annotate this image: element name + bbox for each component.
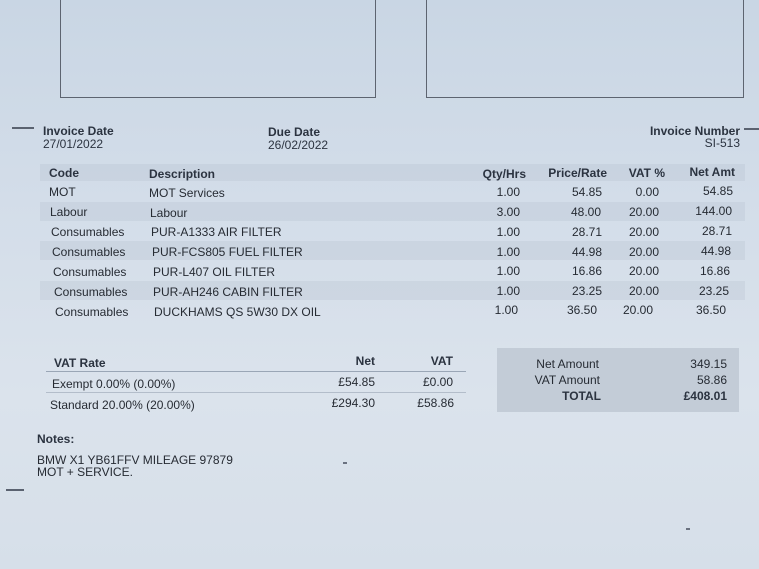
table-cell-price: 36.50 [566,303,597,317]
table-cell-price: 48.00 [570,205,601,219]
table-cell-price: 28.71 [571,225,602,239]
paper-speck [686,528,690,530]
notes-line: BMW X1 YB61FFV MILEAGE 97879 [37,453,233,467]
vat-row-net: £54.85 [338,375,375,389]
table-cell-qty: 1.00 [496,185,520,199]
notes-line: MOT + SERVICE. [37,465,133,479]
vat-row-divider [46,392,466,393]
table-cell-vat: 20.00 [628,264,659,278]
table-cell-vat: 20.00 [628,284,659,298]
total-label: TOTAL [562,389,601,403]
table-cell-description: PUR-A1333 AIR FILTER [151,225,282,239]
vat-row-rate: Exempt 0.00% (0.00%) [52,377,176,391]
due-date-label: Due Date [268,125,321,139]
vat-amount-label: VAT Amount [534,373,600,387]
invoice-number-label: Invoice Number [649,124,740,138]
table-cell-description: Labour [150,206,188,220]
table-cell-qty: 1.00 [496,245,520,259]
table-cell-description: DUCKHAMS QS 5W30 DX OIL [154,305,321,319]
table-cell-net: 16.86 [699,264,730,278]
vat-amount-value: 58.86 [696,373,727,387]
customer-address-box [60,0,376,98]
table-cell-code: Consumables [55,305,129,319]
table-cell-vat: 20.00 [628,225,659,239]
col-header-code: Code [49,166,79,180]
vat-row-net: £294.30 [331,396,375,410]
table-cell-net: 36.50 [695,303,726,317]
vat-row-vat: £0.00 [422,375,453,389]
table-cell-description: MOT Services [149,186,225,200]
invoice-date-label: Invoice Date [43,124,114,138]
vat-col-header-vat: VAT [430,354,453,368]
vat-row-vat: £58.86 [417,396,454,410]
col-header-vat: VAT % [628,166,665,180]
table-cell-vat: 20.00 [622,303,653,317]
table-cell-code: Consumables [52,245,126,259]
invoice-date-value: 27/01/2022 [43,137,104,151]
fold-mark-bottom [6,489,24,491]
table-cell-net: 54.85 [702,184,733,198]
col-header-qty: Qty/Hrs [482,167,526,181]
table-cell-description: PUR-FCS805 FUEL FILTER [152,245,303,259]
table-cell-description: PUR-L407 OIL FILTER [153,265,276,279]
table-cell-qty: 3.00 [496,205,520,219]
table-cell-code: MOT [49,185,76,199]
table-cell-qty: 1.00 [496,225,520,239]
table-cell-price: 44.98 [571,245,602,259]
delivery-address-box [426,0,744,98]
due-date-value: 26/02/2022 [268,138,329,152]
vat-row-rate: Standard 20.00% (20.00%) [50,398,195,412]
notes-title: Notes: [37,432,75,446]
table-cell-code: Consumables [51,225,125,239]
table-cell-description: PUR-AH246 CABIN FILTER [153,285,303,299]
vat-header-divider [46,371,466,372]
table-cell-vat: 20.00 [628,205,659,219]
table-cell-price: 54.85 [571,185,602,199]
table-cell-qty: 1.00 [496,264,520,278]
table-cell-net: 23.25 [698,284,729,298]
vat-col-header-net: Net [355,354,375,368]
table-cell-price: 16.86 [571,264,602,278]
table-cell-price: 23.25 [571,284,602,298]
fold-mark-right [744,128,759,130]
net-amount-value: 349.15 [690,357,727,371]
col-header-description: Description [149,167,216,181]
table-cell-net: 28.71 [701,224,732,238]
table-cell-net: 144.00 [695,204,732,218]
table-cell-code: Consumables [53,265,127,279]
table-cell-vat: 20.00 [628,245,659,259]
table-cell-qty: 1.00 [494,303,518,317]
invoice-number-value: SI-513 [704,136,740,150]
col-header-price: Price/Rate [548,166,607,180]
table-cell-qty: 1.00 [496,284,520,298]
vat-col-header-rate: VAT Rate [54,356,106,370]
table-cell-vat: 0.00 [635,185,659,199]
net-amount-label: Net Amount [536,357,599,371]
fold-mark-top [12,127,34,129]
table-cell-code: Labour [50,205,88,219]
table-cell-code: Consumables [54,285,128,299]
table-cell-net: 44.98 [700,244,731,258]
col-header-net: Net Amt [689,165,735,179]
total-value: £408.01 [683,389,727,403]
paper-speck [343,462,347,464]
